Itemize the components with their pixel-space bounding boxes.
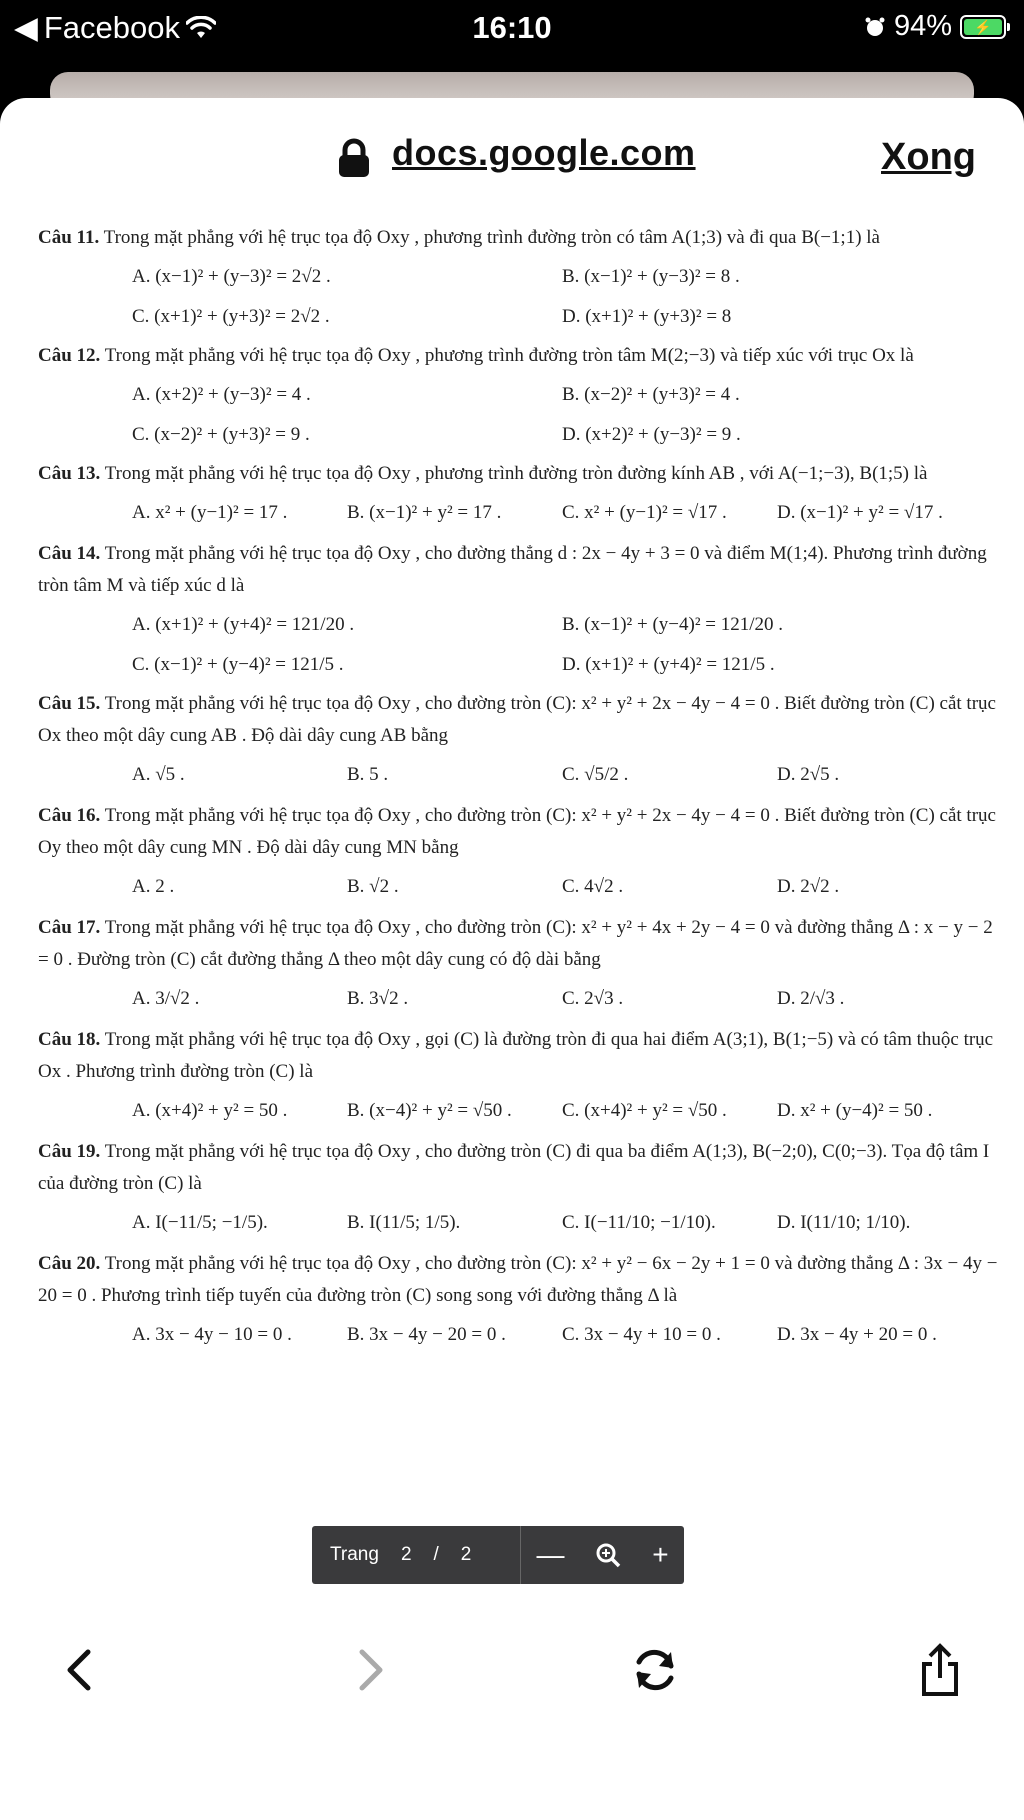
option-b: B. 3√2 . — [347, 988, 409, 1009]
option-a: A. 3/√2 . — [132, 988, 200, 1009]
option-b: B. (x−1)² + y² = 17 . — [347, 502, 502, 523]
clock: 16:10 — [472, 10, 552, 45]
battery-icon: ⚡ — [960, 15, 1006, 39]
zoom-out-button[interactable]: — — [536, 1539, 565, 1570]
forward-chevron-icon[interactable] — [340, 1640, 400, 1700]
page-url[interactable]: docs.google.com — [392, 132, 696, 173]
option-a: A. (x+4)² + y² = 50 . — [132, 1100, 288, 1121]
option-d: D. 2/√3 . — [777, 988, 845, 1009]
status-right — [864, 10, 1006, 43]
option-c: C. (x+1)² + (y+3)² = 2√2 . — [132, 306, 330, 327]
done-button[interactable]: Xong — [881, 136, 976, 178]
question-16: Câu 16. Trong mặt phẳng với hệ trục tọa độ Oxy , cho đường tròn (C): x² + y² + 2x − 4y − 4 = 0 . Biết đường tròn (C) cắt trục Oy theo một dây cung MN . Độ dài dây cung MN bằng A. 2 . B. √2 . C. 4√2 . D. 2√2 . — [38, 800, 998, 904]
option-b: B. (x−4)² + y² = √50 . — [347, 1100, 512, 1121]
option-d: D. (x+1)² + (y+3)² = 8 — [562, 306, 732, 327]
option-a: A. (x−1)² + (y−3)² = 2√2 . — [132, 266, 331, 287]
option-b: B. I(11/5; 1/5). — [347, 1212, 461, 1233]
option-a: A. (x+1)² + (y+4)² = 121/20 . — [132, 614, 355, 635]
page-separator: / — [433, 1544, 439, 1565]
question-11: Câu 11. Trong mặt phẳng với hệ trục tọa độ Oxy , phương trình đường tròn có tâm A(1;3) và đi qua B(−1;1) là A. (x−1)² + (y−3)² = 2√2 . B. (x−1)² + (y−3)² = 8 . C. (x+1)² + (y+3)² = 2√2 . D. (x+1)² + (y+3)² = 8 — [38, 222, 998, 334]
option-b: B. (x−1)² + (y−3)² = 8 . — [562, 266, 740, 287]
share-icon[interactable] — [910, 1640, 970, 1700]
option-c: C. 2√3 . — [562, 988, 624, 1009]
question-19: Câu 19. Trong mặt phẳng với hệ trục tọa độ Oxy , cho đường tròn (C) đi qua ba điểm A(1;3), B(−2;0), C(0;−3). Tọa độ tâm I của đường tròn (C) là A. I(−11/5; −1/5). B. I(11/5; 1/5). C. I(−11/10; −1/10). D. I(11/10; 1/10). — [38, 1136, 998, 1240]
reload-icon[interactable] — [625, 1640, 685, 1700]
option-c: C. x² + (y−1)² = √17 . — [562, 502, 727, 523]
zoom-icon[interactable] — [595, 1542, 621, 1568]
option-b: B. 3x − 4y − 20 = 0 . — [347, 1324, 506, 1345]
option-a: A. I(−11/5; −1/5). — [132, 1212, 268, 1233]
status-bar — [0, 0, 1024, 60]
question-12: Câu 12. Trong mặt phẳng với hệ trục tọa độ Oxy , phương trình đường tròn tâm M(2;−3) và tiếp xúc với trục Ox là A. (x+2)² + (y−3)² = 4 . B. (x−2)² + (y+3)² = 4 . C. (x−2)² + (y+3)² = 9 . D. (x+2)² + (y−3)² = 9 . — [38, 340, 998, 452]
zoom-in-button[interactable]: + — [652, 1539, 669, 1570]
option-a: A. 3x − 4y − 10 = 0 . — [132, 1324, 292, 1345]
option-d: D. (x+2)² + (y−3)² = 9 . — [562, 424, 741, 445]
question-18: Câu 18. Trong mặt phẳng với hệ trục tọa độ Oxy , gọi (C) là đường tròn đi qua hai điểm A(3;1), B(1;−5) và có tâm thuộc trục Ox . Phương trình đường tròn (C) là A. (x+4)² + y² = 50 . B. (x−4)² + y² = √50 . C. (x+4)² + y² = √50 . D. x² + (y−4)² = 50 . — [38, 1024, 998, 1128]
page-total: 2 — [460, 1544, 472, 1565]
option-a: A. (x+2)² + (y−3)² = 4 . — [132, 384, 311, 405]
option-d: D. (x+1)² + (y+4)² = 121/5 . — [562, 654, 775, 675]
option-d: D. 2√5 . — [777, 764, 840, 785]
option-b: B. √2 . — [347, 876, 399, 897]
question-15: Câu 15. Trong mặt phẳng với hệ trục tọa độ Oxy , cho đường tròn (C): x² + y² + 2x − 4y − 4 = 0 . Biết đường tròn (C) cắt trục Ox theo một dây cung AB . Độ dài dây cung AB bằng A. √5 . B. 5 . C. √5/2 . D. 2√5 . — [38, 688, 998, 792]
option-c: C. 3x − 4y + 10 = 0 . — [562, 1324, 721, 1345]
url-bar — [0, 128, 1024, 184]
page-label: Trang — [330, 1544, 379, 1565]
back-app-label: Facebook — [43, 10, 180, 45]
option-d: D. I(11/10; 1/10). — [777, 1212, 911, 1233]
back-chevron-icon[interactable] — [50, 1640, 110, 1700]
option-b: B. (x−2)² + (y+3)² = 4 . — [562, 384, 740, 405]
option-c: C. (x+4)² + y² = √50 . — [562, 1100, 727, 1121]
back-triangle-icon: ◀ — [14, 10, 38, 45]
option-c: C. (x−1)² + (y−4)² = 121/5 . — [132, 654, 344, 675]
page-current: 2 — [400, 1544, 412, 1565]
document-content — [38, 222, 998, 1360]
option-d: D. (x−1)² + y² = √17 . — [777, 502, 943, 523]
option-c: C. I(−11/10; −1/10). — [562, 1212, 716, 1233]
alarm-icon — [864, 16, 886, 38]
question-20: Câu 20. Trong mặt phẳng với hệ trục tọa độ Oxy , cho đường tròn (C): x² + y² − 6x − 2y + 1 = 0 và đường thẳng Δ : 3x − 4y − 20 = 0 . Phương trình tiếp tuyến của đường tròn (C) song song với đường thẳng Δ là A. 3x − 4y − 10 = 0 . B. 3x − 4y − 20 = 0 . C. 3x − 4y + 10 = 0 . D. 3x − 4y + 20 = 0 . — [38, 1248, 998, 1352]
page-indicator — [312, 1544, 520, 1566]
option-a: A. x² + (y−1)² = 17 . — [132, 502, 288, 523]
option-b: B. (x−1)² + (y−4)² = 121/20 . — [562, 614, 784, 635]
option-c: C. √5/2 . — [562, 764, 629, 785]
battery-percent: 94% — [893, 10, 952, 42]
lock-icon — [336, 138, 372, 178]
option-b: B. 5 . — [347, 764, 389, 785]
option-d: D. x² + (y−4)² = 50 . — [777, 1100, 933, 1121]
option-d: D. 2√2 . — [777, 876, 840, 897]
question-17: Câu 17. Trong mặt phẳng với hệ trục tọa độ Oxy , cho đường tròn (C): x² + y² + 4x + 2y − 4 = 0 và đường thẳng Δ : x − y − 2 = 0 . Đường tròn (C) cắt đường thẳng Δ theo một dây cung có độ dài bằng A. 3/√2 . B. 3√2 . C. 2√3 . D. 2/√3 . — [38, 912, 998, 1016]
option-d: D. 3x − 4y + 20 = 0 . — [777, 1324, 937, 1345]
option-c: C. (x−2)² + (y+3)² = 9 . — [132, 424, 310, 445]
page-toolbar — [312, 1526, 684, 1584]
option-a: A. √5 . — [132, 764, 185, 785]
question-13: Câu 13. Trong mặt phẳng với hệ trục tọa độ Oxy , phương trình đường tròn đường kính AB , với A(−1;−3), B(1;5) là A. x² + (y−1)² = 17 . B. (x−1)² + y² = 17 . C. x² + (y−1)² = √17 . D. (x−1)² + y² = √17 . — [38, 458, 998, 530]
browser-bottom-nav — [0, 1620, 1024, 1720]
option-c: C. 4√2 . — [562, 876, 624, 897]
option-a: A. 2 . — [132, 876, 175, 897]
question-14: Câu 14. Trong mặt phẳng với hệ trục tọa độ Oxy , cho đường thẳng d : 2x − 4y + 3 = 0 và điểm M(1;4). Phương trình đường tròn tâm M và tiếp xúc d là A. (x+1)² + (y+4)² = 121/20 . B. (x−1)² + (y−4)² = 121/20 . C. (x−1)² + (y−4)² = 121/5 . D. (x+1)² + (y+4)² = 121/5 . — [38, 538, 998, 682]
